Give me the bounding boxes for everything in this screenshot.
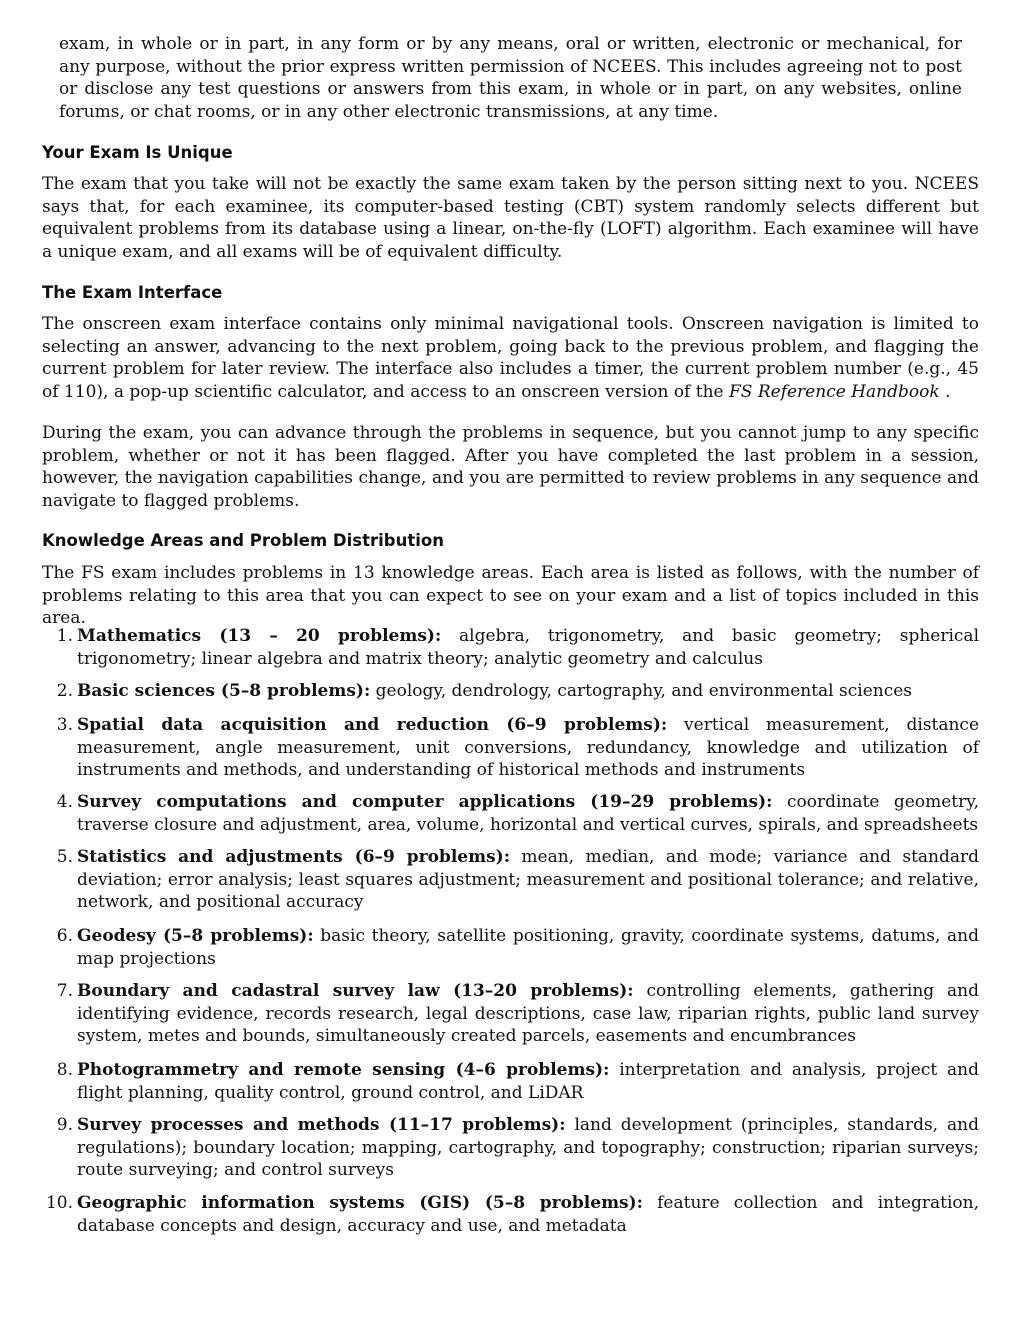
area-term: Survey processes and methods (11–17 problems):: [77, 1115, 566, 1135]
heading-knowledge-areas: Knowledge Areas and Problem Distribution: [42, 531, 444, 550]
list-number: 6.: [56, 926, 73, 946]
list-item: [56, 980, 979, 1048]
paragraph-navigation: During the exam, you can advance through the problems in sequence, but you cannot jump to any specific problem, whether or not it has been flagged. After you have completed the last problem in a session, however, the navigation capabilities change, and you are permitted to review problems in any sequence and navigate to flagged problems.: [42, 423, 979, 512]
paragraph-exam-interface: [42, 313, 979, 404]
area-term: Mathematics (13 – 20 problems):: [77, 626, 442, 646]
list-number: 10.: [45, 1193, 73, 1213]
paragraph-exam-unique: The exam that you take will not be exactly the same exam taken by the person sitting next to you. NCEES says that, for each examinee, its computer-based testing (CBT) system randomly selects different but equivalent problems from its database using a linear, on-the-fly (LOFT) algorithm. Each examinee will have a unique exam, and all exams will be of equivalent difficulty.: [42, 174, 979, 263]
list-item: [56, 1059, 980, 1104]
list-item: [56, 846, 980, 914]
area-term: Geodesy (5–8 problems):: [77, 926, 314, 946]
area-term: Survey computations and computer applications (19–29 problems):: [77, 792, 773, 812]
area-term: Basic sciences (5–8 problems):: [77, 681, 371, 701]
intro-paragraph: exam, in whole or in part, in any form or by any means, oral or written, electronic or mechanical, for any purpose, without the prior express written permission of NCEES. This includes agreeing not to post or disclose any test questions or answers from this exam, in whole or in part, on any websites, online forums, or chat rooms, or in any other electronic transmissions, at any time.: [59, 34, 962, 123]
list-number: 3.: [56, 715, 73, 735]
interface-text: The onscreen exam interface contains only minimal navigational tools. Onscreen navigation is limited to selecting an answer, advancing to the next problem, going back to the previous problem, and flagging the current problem for later review. The interface also includes a timer, the current problem number (e.g., 45 of 110), a pop-up scientific calculator, and access to an onscreen version of the: [42, 314, 979, 403]
list-item: [45, 1192, 979, 1237]
list-item: [56, 714, 980, 782]
area-topics: feature collection and integration, database concepts and design, accuracy and use, and metadata: [77, 1193, 979, 1236]
list-number: 1.: [56, 626, 73, 646]
list-number: 5.: [56, 847, 73, 867]
area-term: Statistics and adjustments (6–9 problems):: [77, 847, 510, 867]
list-item: [56, 625, 980, 670]
area-topics: interpretation and analysis, project and flight planning, quality control, ground control, and LiDAR: [77, 1060, 980, 1103]
list-number: 7.: [56, 981, 73, 1001]
list-item: [56, 791, 979, 836]
area-topics: mean, median, and mode; variance and standard deviation; error analysis; least squares adjustment; measurement and positional tolerance; and relative, network, and positional accuracy: [77, 847, 980, 913]
area-term: Geographic information systems (GIS) (5–8 problems):: [77, 1193, 643, 1213]
heading-exam-unique: Your Exam Is Unique: [42, 143, 233, 162]
list-item: [56, 680, 979, 703]
paragraph-knowledge-areas: The FS exam includes problems in 13 knowledge areas. Each area is listed as follows, with the number of problems relating to this area that you can expect to see on your exam and a list of topics included in this area.: [42, 563, 979, 629]
area-term: Photogrammetry and remote sensing (4–6 problems):: [77, 1060, 610, 1080]
area-term: Boundary and cadastral survey law (13–20 problems):: [77, 981, 634, 1001]
handbook-title: FS Reference Handbook: [729, 382, 940, 403]
area-topics: geology, dendrology, cartography, and environmental sciences: [375, 681, 913, 701]
list-number: 2.: [56, 681, 73, 701]
list-item: [56, 1114, 979, 1182]
area-topics: algebra, trigonometry, and basic geometry; spherical trigonometry; linear algebra and matrix theory; analytic geometry and calculus: [77, 626, 980, 669]
list-number: 9.: [56, 1115, 73, 1135]
area-topics: controlling elements, gathering and identifying evidence, records research, legal descriptions, case law, riparian rights, public land survey system, metes and bounds, simultaneously created parcels, easements and encumbrances: [77, 981, 979, 1047]
area-topics: basic theory, satellite positioning, gravity, coordinate systems, datums, and map projections: [77, 926, 979, 969]
list-number: 4.: [56, 792, 73, 812]
list-number: 8.: [56, 1060, 73, 1080]
heading-exam-interface: The Exam Interface: [42, 283, 223, 302]
area-topics: vertical measurement, distance measurement, angle measurement, unit conversions, redundancy, knowledge and utilization of instruments and methods, and understanding of historical methods and instruments: [77, 715, 980, 781]
area-term: Spatial data acquisition and reduction (6–9 problems):: [77, 715, 668, 735]
area-topics: coordinate geometry, traverse closure and adjustment, area, volume, horizontal and vertical curves, spirals, and spreadsheets: [77, 792, 979, 835]
area-topics: land development (principles, standards, and regulations); boundary location; mapping, cartography, and topography; construction; riparian surveys; route surveying; and control surveys: [77, 1115, 979, 1181]
list-item: [56, 925, 979, 970]
interface-text-end: .: [939, 382, 951, 403]
